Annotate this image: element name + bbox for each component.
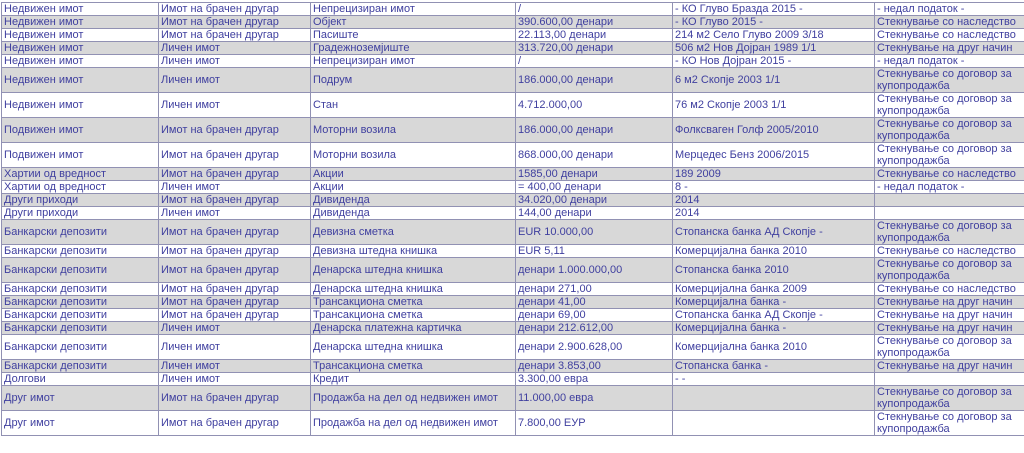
table-row — [2, 373, 1024, 386]
cell-details: 2014 — [673, 207, 875, 220]
cell-acquisition-method: Стекнување со наследство — [875, 29, 1024, 42]
cell-details: - КО Нов Дојран 2015 - — [673, 55, 875, 68]
cell-value: 868.000,00 денари — [516, 143, 673, 168]
cell-category: Банкарски депозити — [2, 296, 159, 309]
cell-item-type: Непрецизиран имот — [311, 55, 516, 68]
cell-details: Комерцијална банка 2010 — [673, 335, 875, 360]
cell-details: 506 м2 Нов Дојран 1989 1/1 — [673, 42, 875, 55]
cell-ownership: Имот на брачен другар — [159, 283, 311, 296]
table-row — [2, 322, 1024, 335]
cell-value: = 400,00 денари — [516, 181, 673, 194]
cell-item-type: Трансакциона сметка — [311, 360, 516, 373]
cell-ownership: Имот на брачен другар — [159, 245, 311, 258]
cell-value: 1585,00 денари — [516, 168, 673, 181]
cell-category: Недвижен имот — [2, 68, 159, 93]
cell-value: 11.000,00 евра — [516, 386, 673, 411]
cell-value: / — [516, 3, 673, 16]
cell-acquisition-method: Стекнување со договор за купопродажба — [875, 143, 1024, 168]
cell-item-type: Стан — [311, 93, 516, 118]
table-row — [2, 386, 1024, 411]
cell-category: Хартии од вредност — [2, 168, 159, 181]
cell-value: денари 41,00 — [516, 296, 673, 309]
cell-acquisition-method: Стекнување на друг начин — [875, 309, 1024, 322]
cell-value: 3.300,00 евра — [516, 373, 673, 386]
cell-ownership: Имот на брачен другар — [159, 143, 311, 168]
cell-ownership: Имот на брачен другар — [159, 411, 311, 436]
cell-item-type: Дивиденда — [311, 194, 516, 207]
table-row — [2, 283, 1024, 296]
cell-acquisition-method — [875, 207, 1024, 220]
cell-item-type: Трансакциона сметка — [311, 296, 516, 309]
cell-acquisition-method — [875, 194, 1024, 207]
cell-ownership: Личен имот — [159, 360, 311, 373]
cell-details: 76 м2 Скопје 2003 1/1 — [673, 93, 875, 118]
cell-value: денари 2.900.628,00 — [516, 335, 673, 360]
cell-value: денари 69,00 — [516, 309, 673, 322]
cell-item-type: Трансакциона сметка — [311, 309, 516, 322]
cell-item-type: Објект — [311, 16, 516, 29]
cell-details: Комерцијална банка - — [673, 296, 875, 309]
cell-category: Други приходи — [2, 194, 159, 207]
cell-ownership: Имот на брачен другар — [159, 194, 311, 207]
cell-acquisition-method: Стекнување со наследство — [875, 283, 1024, 296]
cell-item-type: Подрум — [311, 68, 516, 93]
cell-item-type: Дивиденда — [311, 207, 516, 220]
cell-ownership: Личен имот — [159, 93, 311, 118]
table-row — [2, 168, 1024, 181]
records-table-body — [2, 3, 1024, 436]
cell-value: 313.720,00 денари — [516, 42, 673, 55]
table-row — [2, 245, 1024, 258]
cell-acquisition-method: Стекнување на друг начин — [875, 296, 1024, 309]
cell-category: Банкарски депозити — [2, 220, 159, 245]
cell-category: Банкарски депозити — [2, 283, 159, 296]
cell-ownership: Имот на брачен другар — [159, 258, 311, 283]
cell-item-type: Денарска штедна книшка — [311, 258, 516, 283]
cell-value: 186.000,00 денари — [516, 68, 673, 93]
cell-ownership: Личен имот — [159, 181, 311, 194]
cell-category: Банкарски депозити — [2, 309, 159, 322]
cell-value: 144,00 денари — [516, 207, 673, 220]
cell-value: EUR 10.000,00 — [516, 220, 673, 245]
cell-item-type: Моторни возила — [311, 143, 516, 168]
cell-ownership: Личен имот — [159, 42, 311, 55]
cell-category: Недвижен имот — [2, 29, 159, 42]
cell-value: 390.600,00 денари — [516, 16, 673, 29]
cell-ownership: Имот на брачен другар — [159, 296, 311, 309]
cell-details: Стопанска банка АД Скопје - — [673, 220, 875, 245]
cell-value: / — [516, 55, 673, 68]
cell-details — [673, 386, 875, 411]
table-row — [2, 118, 1024, 143]
cell-ownership: Личен имот — [159, 68, 311, 93]
cell-ownership: Личен имот — [159, 207, 311, 220]
cell-value: 34.020,00 денари — [516, 194, 673, 207]
table-row — [2, 207, 1024, 220]
cell-details: Комерцијална банка 2009 — [673, 283, 875, 296]
cell-details: Комерцијална банка 2010 — [673, 245, 875, 258]
table-row — [2, 194, 1024, 207]
cell-item-type: Продажба на дел од недвижен имот — [311, 386, 516, 411]
table-row — [2, 55, 1024, 68]
cell-acquisition-method: - недал податок - — [875, 3, 1024, 16]
cell-value: 7.800,00 ЕУР — [516, 411, 673, 436]
cell-details: - КО Глуво Бразда 2015 - — [673, 3, 875, 16]
cell-details: Комерцијална банка - — [673, 322, 875, 335]
cell-details: - КО Глуво 2015 - — [673, 16, 875, 29]
cell-category: Банкарски депозити — [2, 258, 159, 283]
cell-ownership: Личен имот — [159, 55, 311, 68]
cell-details: 6 м2 Скопје 2003 1/1 — [673, 68, 875, 93]
table-row — [2, 3, 1024, 16]
cell-details: Мерцедес Бенз 2006/2015 — [673, 143, 875, 168]
table-row — [2, 143, 1024, 168]
cell-category: Недвижен имот — [2, 55, 159, 68]
cell-ownership: Личен имот — [159, 335, 311, 360]
cell-category: Подвижен имот — [2, 118, 159, 143]
cell-item-type: Моторни возила — [311, 118, 516, 143]
cell-item-type: Акции — [311, 181, 516, 194]
cell-item-type: Кредит — [311, 373, 516, 386]
cell-value: 4.712.000,00 — [516, 93, 673, 118]
cell-ownership: Имот на брачен другар — [159, 309, 311, 322]
cell-item-type: Девизна штедна книшка — [311, 245, 516, 258]
cell-acquisition-method: Стекнување со договор за купопродажба — [875, 386, 1024, 411]
cell-item-type: Денарска штедна книшка — [311, 335, 516, 360]
cell-details: Стопанска банка 2010 — [673, 258, 875, 283]
table-row — [2, 68, 1024, 93]
cell-details: 8 - — [673, 181, 875, 194]
cell-acquisition-method: Стекнување со договор за купопродажба — [875, 118, 1024, 143]
cell-acquisition-method: Стекнување со договор за купопродажба — [875, 93, 1024, 118]
table-row — [2, 29, 1024, 42]
cell-item-type: Акции — [311, 168, 516, 181]
cell-category: Хартии од вредност — [2, 181, 159, 194]
cell-acquisition-method: Стекнување со наследство — [875, 168, 1024, 181]
cell-category: Банкарски депозити — [2, 245, 159, 258]
table-row — [2, 258, 1024, 283]
cell-ownership: Имот на брачен другар — [159, 3, 311, 16]
cell-details: 189 2009 — [673, 168, 875, 181]
cell-category: Банкарски депозити — [2, 322, 159, 335]
cell-value: денари 271,00 — [516, 283, 673, 296]
cell-acquisition-method: Стекнување со наследство — [875, 245, 1024, 258]
cell-category: Недвижен имот — [2, 16, 159, 29]
cell-ownership: Имот на брачен другар — [159, 220, 311, 245]
cell-ownership: Имот на брачен другар — [159, 29, 311, 42]
cell-details: Фолксваген Голф 2005/2010 — [673, 118, 875, 143]
cell-value: денари 212.612,00 — [516, 322, 673, 335]
cell-acquisition-method: Стекнување со договор за купопродажба — [875, 411, 1024, 436]
cell-item-type: Продажба на дел од недвижен имот — [311, 411, 516, 436]
cell-details: 214 м2 Село Глуво 2009 3/18 — [673, 29, 875, 42]
cell-acquisition-method: - недал податок - — [875, 55, 1024, 68]
cell-item-type: Денарска платежна картичка — [311, 322, 516, 335]
table-row — [2, 220, 1024, 245]
cell-acquisition-method: - недал податок - — [875, 181, 1024, 194]
cell-ownership: Имот на брачен другар — [159, 16, 311, 29]
cell-category: Банкарски депозити — [2, 335, 159, 360]
cell-details: - - — [673, 373, 875, 386]
cell-value: EUR 5,11 — [516, 245, 673, 258]
cell-value: 186.000,00 денари — [516, 118, 673, 143]
table-row — [2, 181, 1024, 194]
cell-details: 2014 — [673, 194, 875, 207]
cell-category: Друг имот — [2, 411, 159, 436]
cell-acquisition-method: Стекнување со наследство — [875, 16, 1024, 29]
cell-acquisition-method: Стекнување на друг начин — [875, 42, 1024, 55]
cell-details — [673, 411, 875, 436]
cell-acquisition-method: Стекнување на друг начин — [875, 360, 1024, 373]
cell-item-type: Градежноземјиште — [311, 42, 516, 55]
cell-category: Недвижен имот — [2, 93, 159, 118]
cell-ownership: Имот на брачен другар — [159, 386, 311, 411]
cell-item-type: Пасиште — [311, 29, 516, 42]
cell-category: Долгови — [2, 373, 159, 386]
cell-acquisition-method — [875, 373, 1024, 386]
cell-ownership: Личен имот — [159, 373, 311, 386]
cell-value: денари 3.853,00 — [516, 360, 673, 373]
cell-value: 22.113,00 денари — [516, 29, 673, 42]
cell-acquisition-method: Стекнување со договор за купопродажба — [875, 68, 1024, 93]
cell-category: Недвижен имот — [2, 3, 159, 16]
table-row — [2, 16, 1024, 29]
cell-value: денари 1.000.000,00 — [516, 258, 673, 283]
cell-acquisition-method: Стекнување со договор за купопродажба — [875, 220, 1024, 245]
cell-item-type: Непрецизиран имот — [311, 3, 516, 16]
table-row — [2, 309, 1024, 322]
cell-item-type: Денарска штедна книшка — [311, 283, 516, 296]
table-row — [2, 42, 1024, 55]
cell-category: Друг имот — [2, 386, 159, 411]
cell-category: Недвижен имот — [2, 42, 159, 55]
table-row — [2, 296, 1024, 309]
table-row — [2, 93, 1024, 118]
cell-details: Стопанска банка АД Скопје - — [673, 309, 875, 322]
cell-category: Подвижен имот — [2, 143, 159, 168]
cell-category: Банкарски депозити — [2, 360, 159, 373]
cell-acquisition-method: Стекнување со договор за купопродажба — [875, 258, 1024, 283]
table-row — [2, 335, 1024, 360]
cell-acquisition-method: Стекнување со договор за купопродажба — [875, 335, 1024, 360]
cell-details: Стопанска банка - — [673, 360, 875, 373]
page — [0, 2, 1024, 453]
cell-category: Други приходи — [2, 207, 159, 220]
table-row — [2, 360, 1024, 373]
cell-ownership: Имот на брачен другар — [159, 118, 311, 143]
cell-acquisition-method: Стекнување на друг начин — [875, 322, 1024, 335]
cell-item-type: Девизна сметка — [311, 220, 516, 245]
cell-ownership: Имот на брачен другар — [159, 168, 311, 181]
records-table — [1, 2, 1024, 436]
cell-ownership: Личен имот — [159, 322, 311, 335]
table-row — [2, 411, 1024, 436]
